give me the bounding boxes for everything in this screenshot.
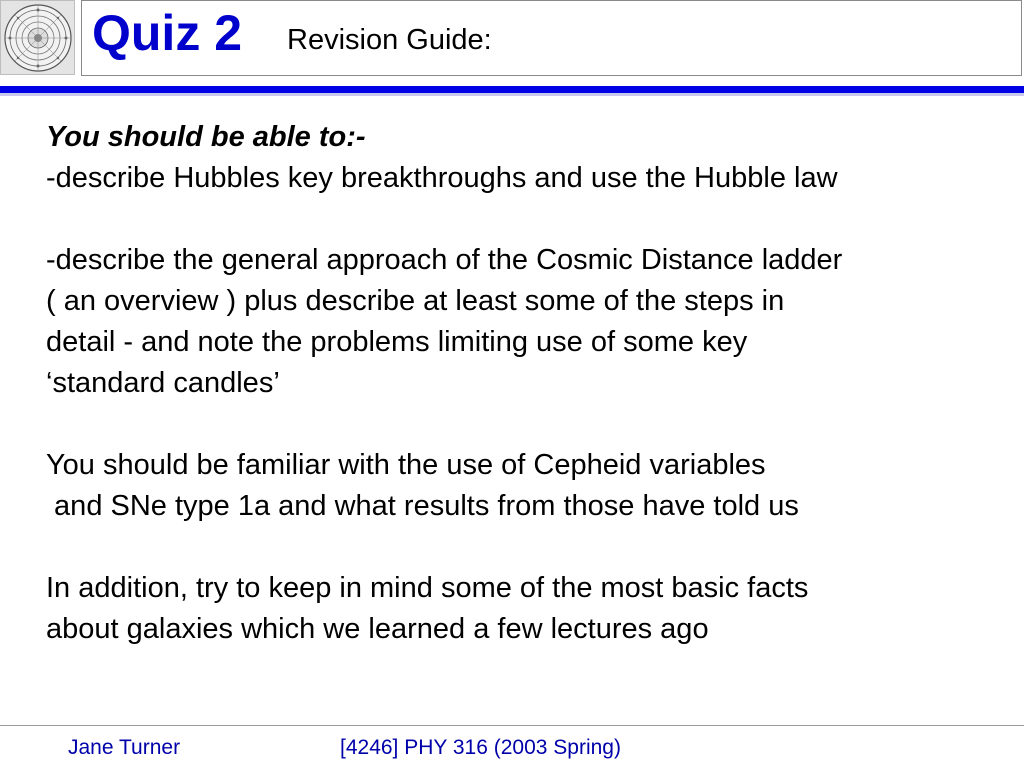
body-line: about galaxies which we learned a few lectures ago <box>46 613 709 645</box>
body-line: ( an overview ) plus describe at least some of the steps in <box>46 285 785 317</box>
body-gap <box>46 527 1006 568</box>
astronomical-chart-icon <box>0 0 75 75</box>
page-subtitle: Revision Guide: <box>287 24 492 56</box>
footer-course: [4246] PHY 316 (2003 Spring) <box>340 736 621 759</box>
body-gap <box>46 404 1006 445</box>
body-heading: You should be able to:- <box>46 121 366 153</box>
title-box <box>81 0 1022 76</box>
body-line: ‘standard candles’ <box>46 367 280 399</box>
body-line: and SNe type 1a and what results from those have told us <box>46 490 799 522</box>
body-gap <box>46 199 1006 240</box>
header-divider-shadow <box>0 93 1024 96</box>
slide-body <box>46 117 1006 650</box>
header-divider <box>0 86 1024 93</box>
footer-divider <box>0 725 1024 726</box>
body-line: In addition, try to keep in mind some of the most basic facts <box>46 572 809 604</box>
body-line: -describe Hubbles key breakthroughs and use the Hubble law <box>46 162 838 194</box>
page-title: Quiz 2 <box>92 5 243 61</box>
footer-author: Jane Turner <box>68 736 181 759</box>
body-line: detail - and note the problems limiting use of some key <box>46 326 748 358</box>
body-line: You should be familiar with the use of Cepheid variables <box>46 449 766 481</box>
body-line: -describe the general approach of the Cosmic Distance ladder <box>46 244 843 276</box>
